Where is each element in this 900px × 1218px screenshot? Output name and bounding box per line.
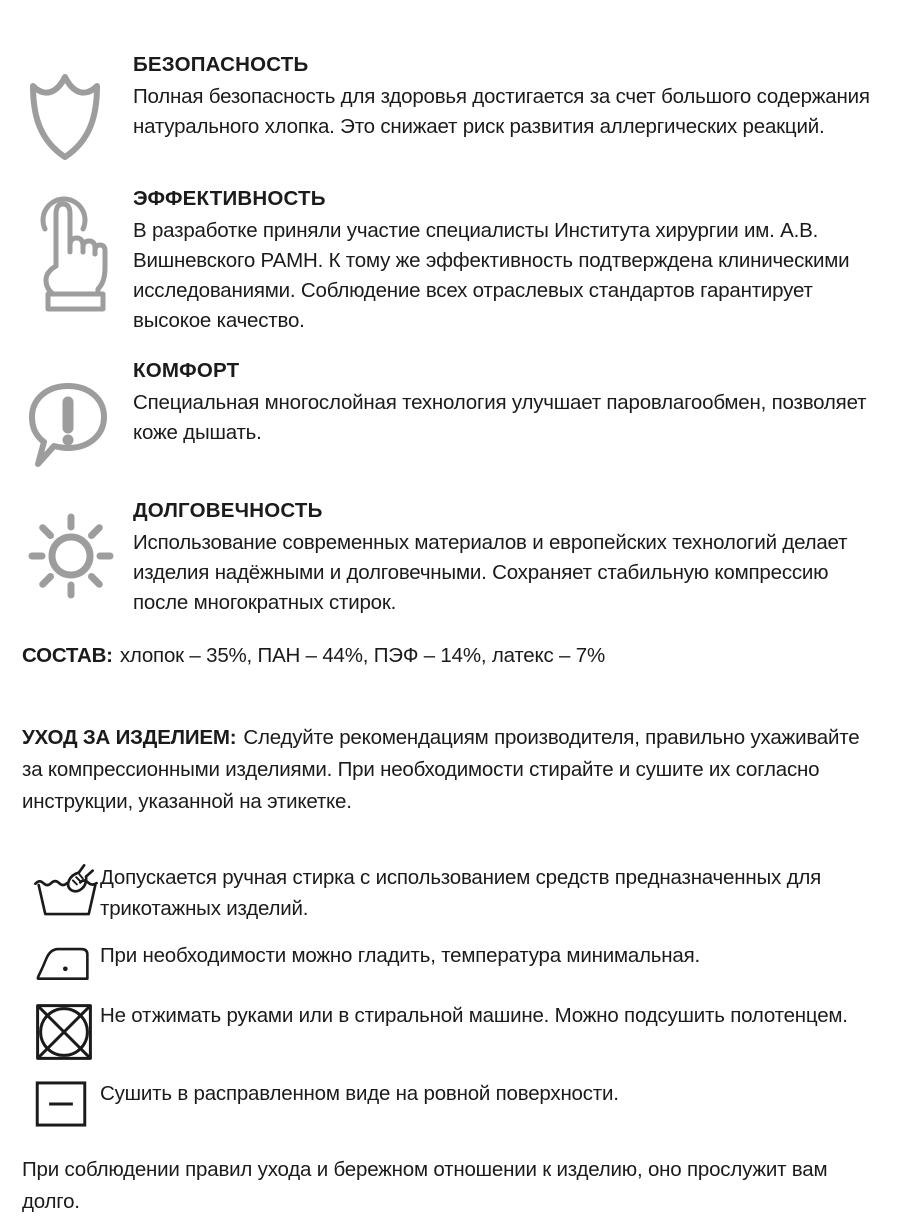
- iron-low-heat-icon: [22, 940, 100, 984]
- feature-body: В разработке приняли участие специалисты Института хирургии им. А.В. Вишневского РАМН. К тому же эффективность подтверждена клиническими исследованиями. Соблюдение всех отраслевых стандартов гарантирует высокое качество.: [133, 219, 850, 332]
- care-symbols-list: [22, 862, 872, 1128]
- feature-body: Специальная многослойная технология улучшает паровлагообмен, позволяет коже дышать.: [133, 391, 867, 444]
- composition-label: СОСТАВ:: [22, 644, 113, 667]
- care-item-dry-flat: [22, 1078, 872, 1128]
- feature-title: КОМФОРТ: [133, 359, 240, 382]
- care-item-text: При необходимости можно гладить, температура минимальная.: [100, 944, 701, 967]
- feature-comfort: [22, 358, 872, 476]
- composition-line: [22, 642, 872, 670]
- features-section: [22, 52, 872, 618]
- care-note-text: Следуйте рекомендациям производителя, правильно ухаживайте за компрессионными изделиями. При необходимости стирайте и сушите их согласно инструкции, указанной на этикетке.: [22, 726, 860, 813]
- care-item-no-wring: [22, 1000, 872, 1062]
- dry-flat-icon: [22, 1078, 100, 1128]
- care-item-iron: [22, 940, 872, 984]
- care-note-label: УХОД ЗА ИЗДЕЛИЕМ:: [22, 726, 237, 749]
- feature-title: БЕЗОПАСНОСТЬ: [133, 53, 309, 76]
- feature-safety: [22, 52, 872, 164]
- care-item-text: Допускается ручная стирка с использованием средств предназначенных для трикотажных изделий.: [100, 866, 821, 920]
- hand-wash-icon: [22, 862, 100, 918]
- care-item-text: Не отжимать руками или в стиральной машине. Можно подсушить полотенцем.: [100, 1004, 848, 1027]
- speech-exclamation-icon: [22, 358, 133, 476]
- composition-value: хлопок – 35%, ПАН – 44%, ПЭФ – 14%, латекс – 7%: [119, 644, 605, 667]
- touch-icon: [22, 186, 133, 336]
- shield-icon: [22, 52, 133, 164]
- care-item-hand-wash: [22, 862, 872, 924]
- feature-body: Использование современных материалов и европейских технологий делает изделия надёжными и долговечными. Сохраняет стабильную компрессию после многократных стирок.: [133, 531, 848, 614]
- feature-body: Полная безопасность для здоровья достигается за счет большого содержания натурального хлопка. Это снижает риск развития аллергических реакций.: [133, 85, 870, 138]
- sun-icon: [22, 498, 133, 618]
- feature-durability: [22, 498, 872, 618]
- care-item-text: Сушить в расправленном виде на ровной поверхности.: [100, 1082, 619, 1105]
- feature-title: ДОЛГОВЕЧНОСТЬ: [133, 499, 323, 522]
- feature-effectiveness: [22, 186, 872, 336]
- feature-title: ЭФФЕКТИВНОСТЬ: [133, 187, 326, 210]
- do-not-wring-icon: [22, 1000, 100, 1062]
- footer-note: При соблюдении правил ухода и бережном отношении к изделию, оно прослужит вам долго.: [22, 1158, 828, 1213]
- care-note: [22, 722, 870, 818]
